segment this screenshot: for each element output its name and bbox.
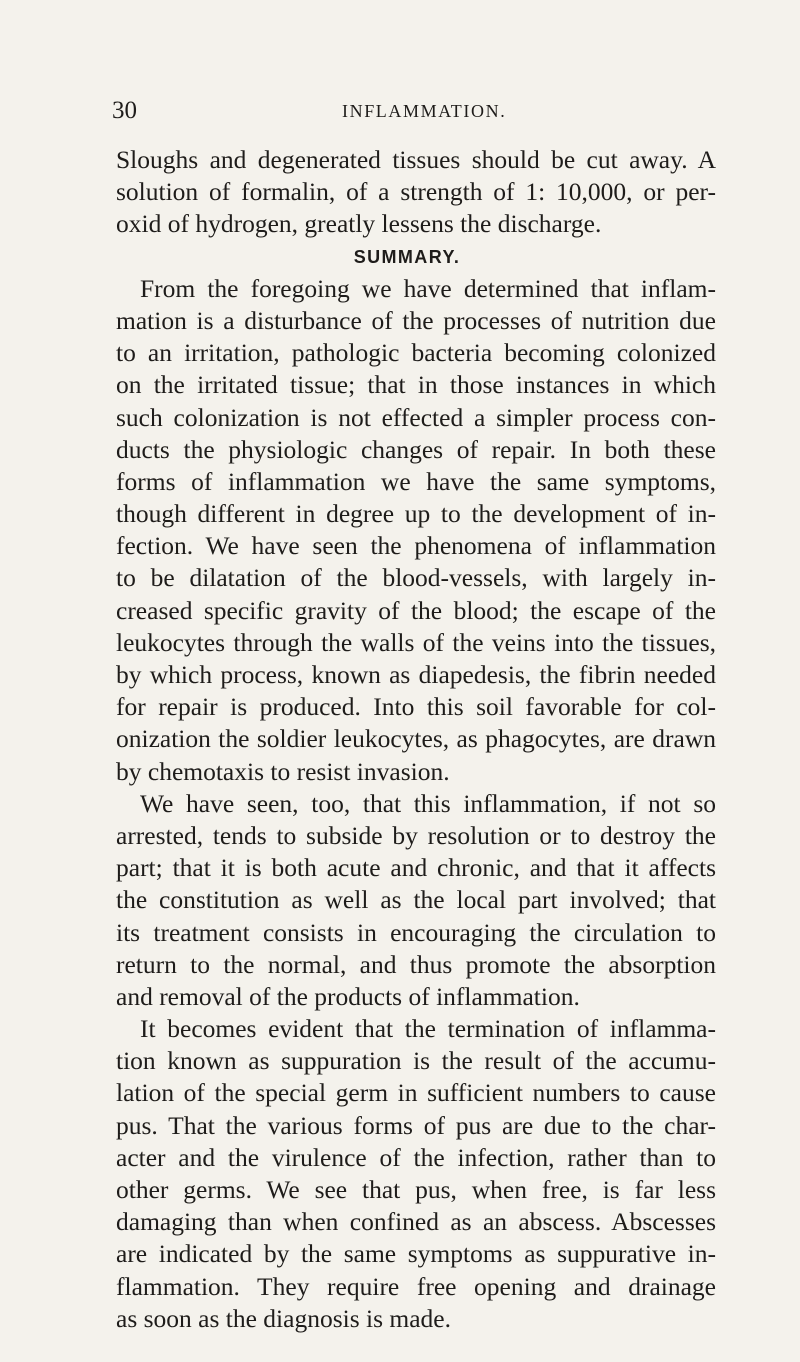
paragraph (116, 1013, 716, 1335)
text-line: From the foregoing we have determined that inflam- (140, 273, 716, 303)
text-line: arrested, tends to subside by resolution or to destroy the (116, 820, 716, 850)
text-line: to an irritation, pathologic bacteria becoming colonized (116, 338, 716, 368)
text-line: acter and the virulence of the infection, rather than to (116, 1142, 716, 1172)
text-line: the constitution as well as the local part involved; that (116, 885, 716, 915)
page-number: 30 (112, 97, 137, 124)
text-line: to be dilatation of the blood-vessels, with largely in- (116, 563, 716, 593)
text-line: though different in degree up to the development of in- (116, 499, 716, 529)
text-line: We have seen, too, that this inflammation, if not so (140, 788, 716, 818)
paragraph (116, 273, 716, 788)
text-line: such colonization is not effected a simpler process con- (116, 402, 716, 432)
text-line: creased specific gravity of the blood; the escape of the (116, 595, 716, 625)
text-line: fection. We have seen the phenomena of inflammation (116, 531, 716, 561)
text-line: damaging than when confined as an abscess. Abscesses (116, 1207, 716, 1237)
text-line: lation of the special germ in sufficient numbers to cause (116, 1078, 716, 1108)
text-line: mation is a disturbance of the processes of nutrition due (116, 305, 716, 335)
text-line: on the irritated tissue; that in those instances in which (116, 370, 716, 400)
text-line: part; that it is both acute and chronic, and that it affects (116, 853, 716, 883)
text-line: oxid of hydrogen, greatly lessens the discharge. (116, 209, 602, 239)
text-line: forms of inflammation we have the same symptoms, (116, 466, 716, 496)
text-line: its treatment consists in encouraging the circulation to (116, 917, 716, 947)
text-line: by which process, known as diapedesis, the fibrin needed (116, 660, 716, 689)
text-line: as soon as the diagnosis is made. (116, 1303, 451, 1333)
text-line: pus. That the various forms of pus are due to the char- (116, 1110, 716, 1140)
text-line: other germs. We see that pus, when free, is far less (116, 1175, 716, 1204)
text-line: tion known as suppuration is the result of the accumu- (116, 1046, 716, 1076)
text-line: onization the soldier leukocytes, as phagocytes, are drawn (116, 724, 716, 754)
text-line: return to the normal, and thus promote the absorption (116, 949, 716, 979)
text-line: Sloughs and degenerated tissues should be cut away. A (116, 145, 716, 174)
paragraph (116, 788, 716, 1013)
text-line: ducts the physiologic changes of repair. In both these (116, 434, 716, 464)
text-line: flammation. They require free opening and drainage (116, 1271, 716, 1301)
body-text (116, 144, 716, 1335)
section-heading: SUMMARY. (353, 246, 461, 267)
paragraph (116, 144, 716, 241)
text-line: are indicated by the same symptoms as suppurative in- (116, 1239, 716, 1269)
text-line: and removal of the products of inflammation. (116, 981, 580, 1011)
text-line: by chemotaxis to resist invasion. (116, 756, 450, 786)
running-head: INFLAMMATION. (342, 101, 507, 121)
text-line: It becomes evident that the termination of inflamma- (140, 1014, 716, 1044)
page-header (112, 96, 712, 126)
text-line: leukocytes through the walls of the veins into the tissues, (116, 627, 716, 657)
text-line: solution of formalin, of a strength of 1: 10,000, or per- (116, 177, 716, 207)
text-line: for repair is produced. Into this soil favorable for col- (116, 692, 716, 722)
